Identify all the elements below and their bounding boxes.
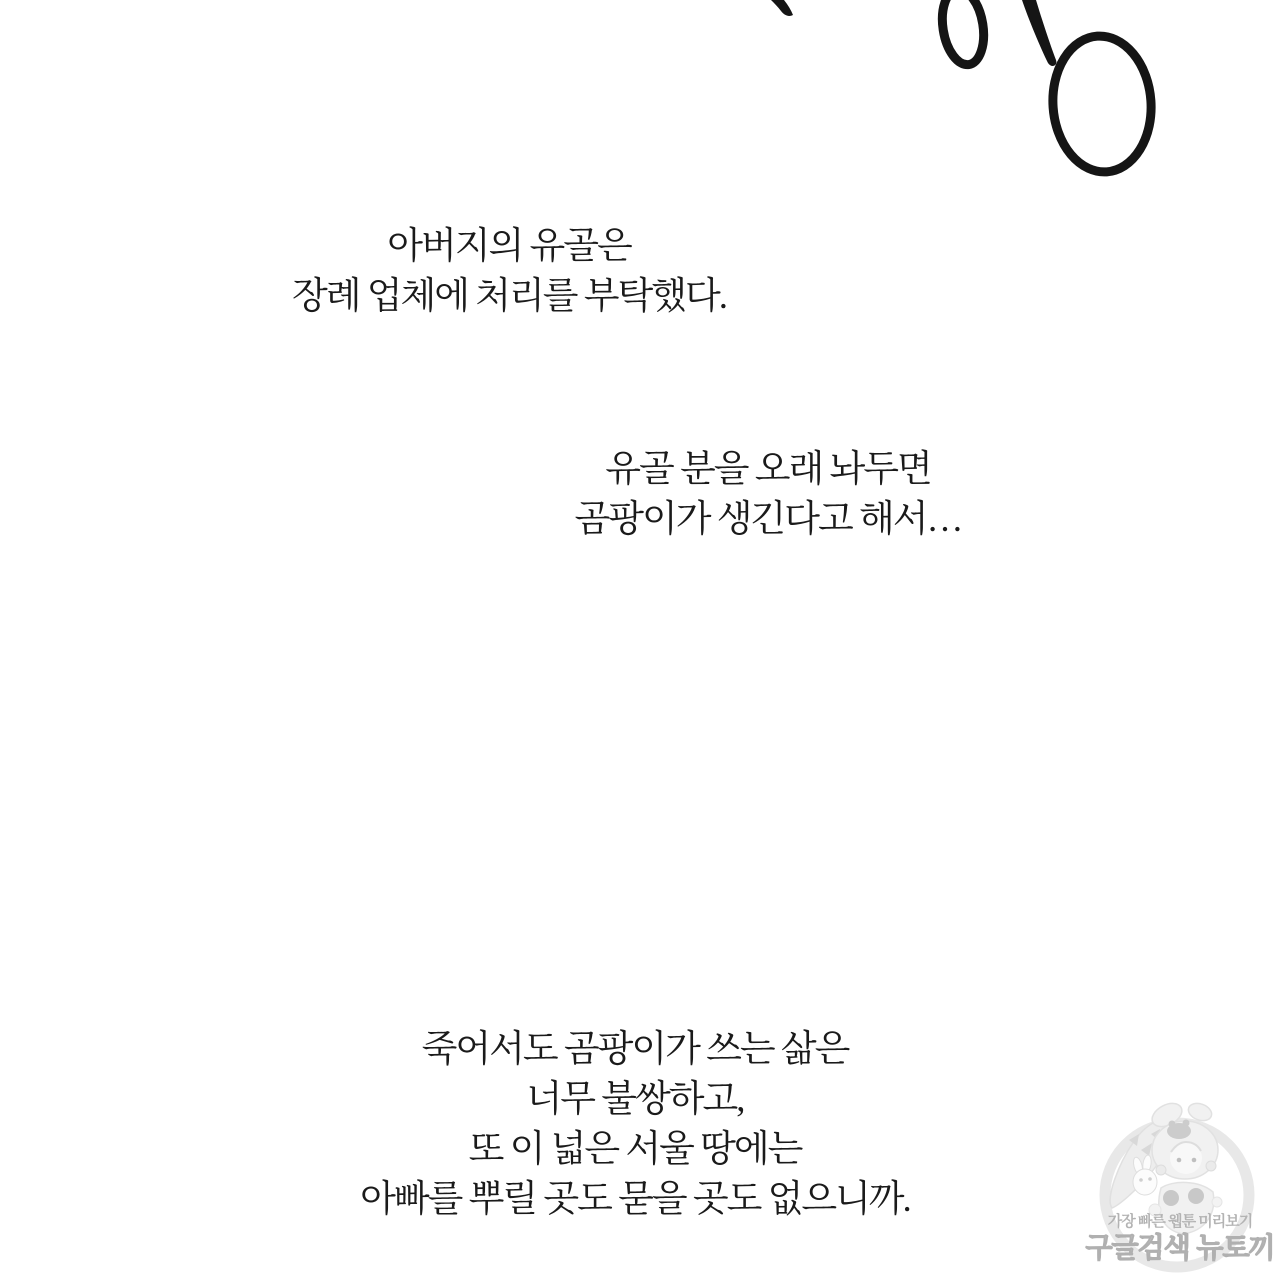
braid-right (1206, 1161, 1216, 1171)
narration-block-2 (368, 445, 1168, 545)
narration-line: 아버지의 유골은 (387, 226, 631, 267)
narration-line: 너무 불쌍하고, (526, 1079, 744, 1120)
sfx-diagonal-stroke (1022, 0, 1056, 66)
sfx-small-ring (937, 0, 988, 68)
watermark-brand: 구글검색 뉴토끼 (1085, 1232, 1275, 1263)
sfx-tick-stroke (771, 0, 793, 16)
narration-line: 죽어서도 곰팡이가 쓰는 삶은 (421, 1029, 849, 1070)
narration-line: 아빠를 뿌릴 곳도 묻을 곳도 없으니까. (360, 1179, 910, 1220)
pompom (1212, 1197, 1222, 1207)
narration-line: 장례 업체에 처리를 부탁했다. (292, 276, 726, 317)
narration-line: 곰팡이가 생긴다고 해서… (574, 499, 962, 540)
narration-line: 또 이 넓은 서울 땅에는 (468, 1129, 802, 1170)
narration-block-1 (109, 222, 909, 322)
narration-line: 유골 분을 오래 놔두면 (605, 449, 931, 490)
braid-left (1156, 1165, 1166, 1175)
watermark-tagline: 가장 빠른 웹툰 미리보기 (1107, 1213, 1253, 1230)
narration-block-3 (235, 1025, 1035, 1225)
sfx-big-ring (1048, 33, 1155, 176)
crying-sfx-drawing (700, 0, 1200, 200)
